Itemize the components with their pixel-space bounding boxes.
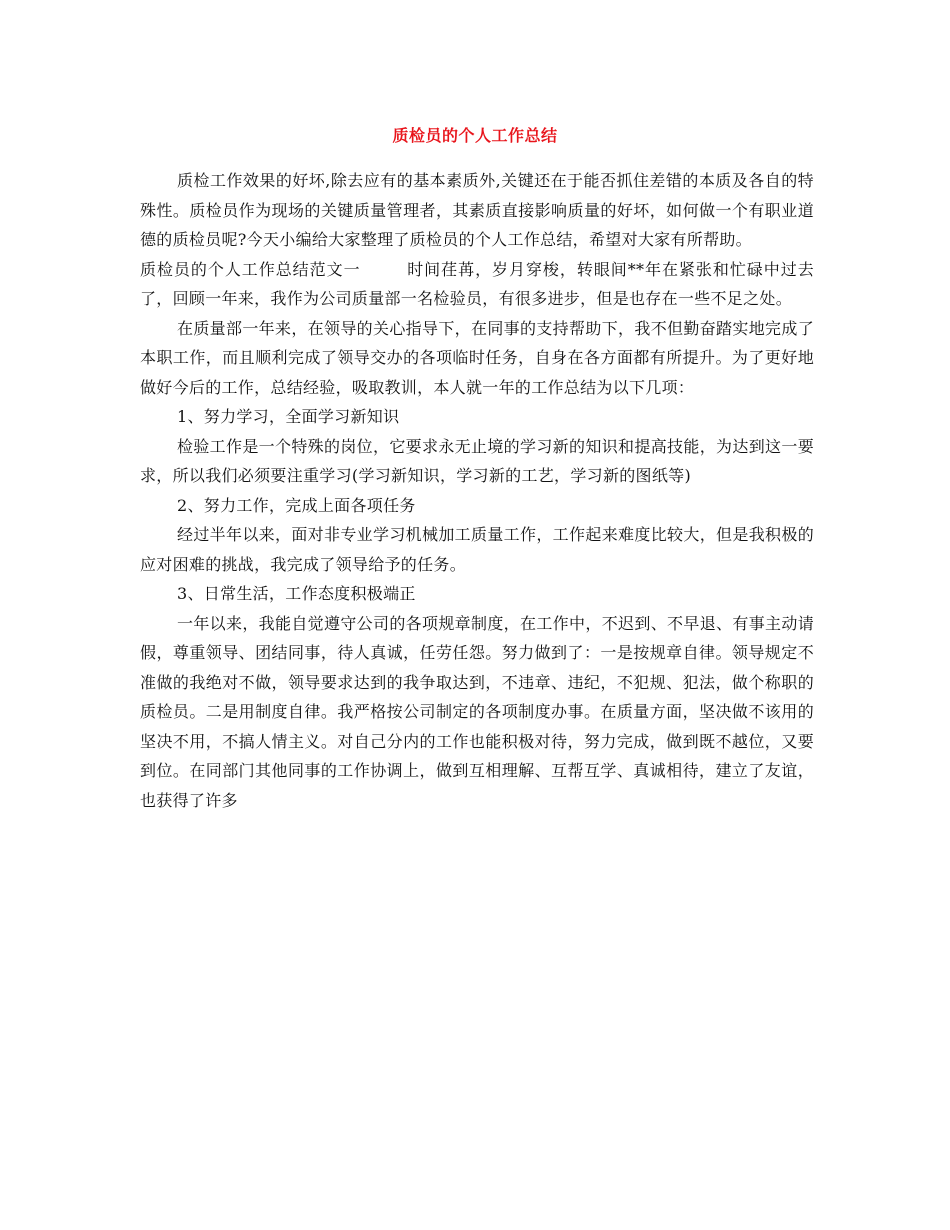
body-paragraph-3: 经过半年以来，面对非专业学习机械加工质量工作，工作起来难度比较大，但是我积极的应对困难的挑战，我完成了领导给予的任务。	[140, 525, 814, 574]
document-body	[140, 166, 814, 815]
sample-heading: 质检员的个人工作总结范文一	[140, 259, 361, 279]
intro-paragraph: 质检工作效果的好坏,除去应有的基本素质外,关键还在于能否抓住差错的本质及各自的特殊性。质检员作为现场的关键质量管理者，其素质直接影响质量的好坏，如何做一个有职业道德的质检员呢?今天小编给大家整理了质检员的个人工作总结，希望对大家有所帮助。	[140, 171, 814, 249]
body-paragraph-2: 检验工作是一个特殊的岗位，它要求永无止境的学习新的知识和提高技能，为达到这一要求，所以我们必须要注重学习(学习新知识，学习新的工艺，学习新的图纸等)	[140, 436, 814, 485]
body-paragraph-1: 在质量部一年来，在领导的关心指导下，在同事的支持帮助下，我不但勤奋踏实地完成了本职工作，而且顺利完成了领导交办的各项临时任务，自身在各方面都有所提升。为了更好地做好今后的工作，总结经验，吸取教训，本人就一年的工作总结为以下几项：	[140, 318, 814, 397]
body-paragraph-4: 一年以来，我能自觉遵守公司的各项规章制度，在工作中，不迟到、不早退、有事主动请假，尊重领导、团结同事，待人真诚，任劳任怨。努力做到了：一是按规章自律。领导规定不准做的我绝对不做，领导要求达到的我争取达到，不违章、违纪，不犯规、犯法，做个称职的质检员。二是用制度自律。我严格按公司制定的各项制度办事。在质量方面，坚决做不该用的坚决不用，不搞人情主义。对自己分内的工作也能积极对待，努力完成，做到既不越位，又要到位。在同部门其他同事的工作协调上，做到互相理解、互帮互学、真诚相待，建立了友谊，也获得了许多	[140, 613, 814, 810]
sample-paragraph	[140, 255, 814, 314]
section-heading-3: 3、日常生活，工作态度积极端正	[177, 584, 416, 603]
sample-text: 时间荏苒，岁月穿梭，转眼间**年在紧张和忙碌中过去了，回顾一年来，我作为公司质量部一名检验员，有很多进步，但是也存在一些不足之处。	[140, 259, 814, 308]
section-heading-2: 2、努力工作，完成上面各项任务	[177, 495, 416, 515]
section-heading-1: 1、努力学习，全面学习新知识	[177, 407, 400, 426]
document-title: 质检员的个人工作总结	[392, 126, 558, 145]
